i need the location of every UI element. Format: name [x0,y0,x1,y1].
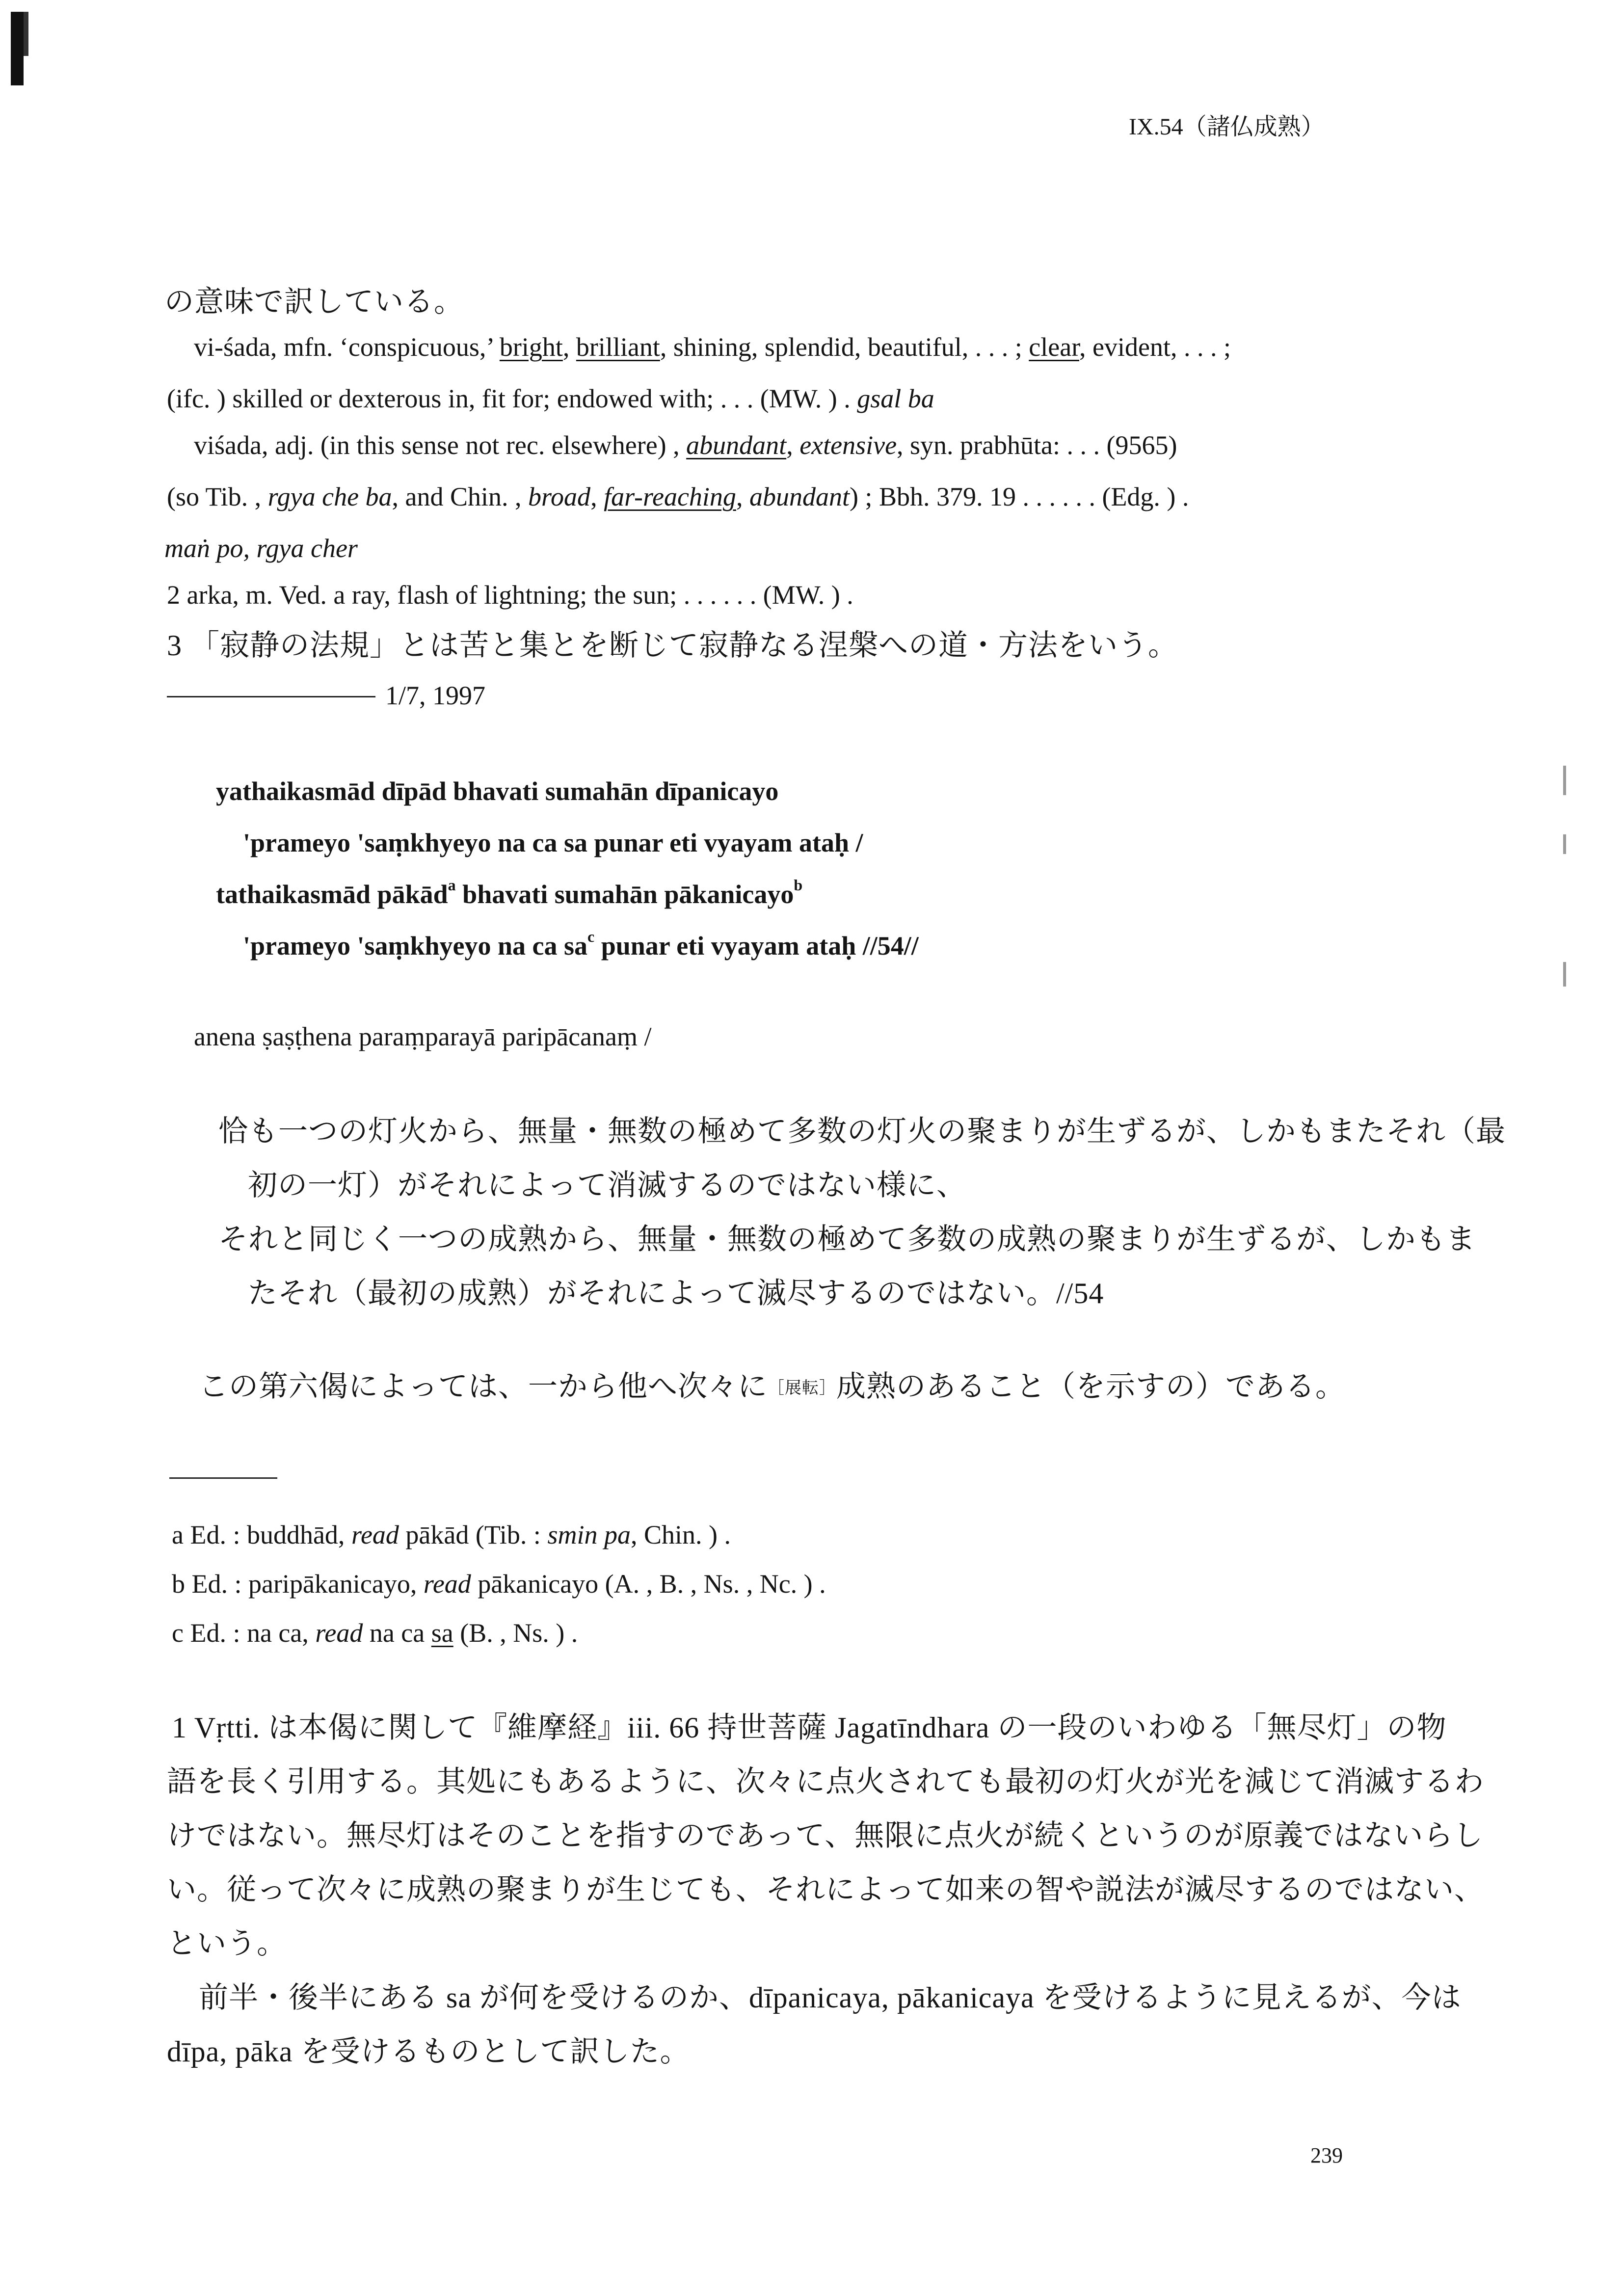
note-3: 3 「寂静の法規」とは苦と集とを断じて寂静なる涅槃への道・方法をいう。 [167,629,1178,662]
note-1-line-6: 前半・後半にある sa が何を受けるのか、dīpanicaya, pākanicaya を受けるように見えるが、今は [199,1981,1462,2014]
scan-speck [1563,962,1566,987]
running-header: IX.54（諸仏成熟） [1129,114,1325,140]
footnote-rule [169,1477,277,1479]
scan-speck [1563,834,1566,854]
note-1-line-3: けではない。無尽灯はそのことを指すのであって、無限に点火が続くというのが原義ではないらし [167,1819,1484,1852]
verse-line-4: 'prameyo 'saṃkhyeyo na ca $sa^c$ punar eti vyayam ataḥ //54// [243,928,919,961]
footnote-b: b Ed. : paripākanicayo, read pākanicayo (A. , B. , Ns. , Nc. ) . [172,1569,826,1599]
commentary-translation: この第六偈によっては、一から他へ次々に［展転］成熟のあること（を示すの）である。 [199,1370,1345,1403]
note-1-line-2: 語を長く引用する。其処にもあるように、次々に点火されても最初の灯火が光を減じて消滅するわ [167,1765,1484,1798]
edg-entry-line-2: (so Tib. , rgya che ba, and Chin. , broad, far-reaching, abundant) ; Bbh. 379. 19 . . . . . . (Edg. ) . [167,482,1189,511]
scan-mark [11,12,24,85]
edg-entry-line-3: maṅ po, rgya cher [164,534,358,563]
page-number: 239 [1310,2143,1343,2167]
note-1-line-7: dīpa, pāka を受けるものとして訳した。 [167,2035,690,2068]
note-1-line-5: という。 [167,1927,287,1960]
date-stamp: 1/7, 1997 [385,681,486,710]
scan-speck [1563,766,1566,795]
verse-line-3: tathaikasmād pākād$^a$ bhavati sumahān pākanicayo$^b$ [216,876,803,909]
translation-line-3: それと同じく一つの成熟から、無量・無数の極めて多数の成熟の聚まりが生ずるが、しかもま [218,1223,1476,1255]
date-rule [167,696,375,697]
translation-line-2: 初の一灯）がそれによって消滅するのではない様に、 [248,1169,966,1201]
note-1-line-4: い。従って次々に成熟の聚まりが生じても、それによって如来の智や説法が滅尽するのではない、 [167,1873,1484,1906]
note-2: 2 arka, m. Ved. a ray, flash of lightning; the sun; . . . . . . (MW. ) . [167,580,853,610]
edg-entry-line-1: viśada, adj. (in this sense not rec. elsewhere) , abundant, extensive, syn. prabhūta: . . . (9565) [194,430,1177,460]
footnote-a: a Ed. : buddhād, read pākād (Tib. : smin pa, Chin. ) . [172,1520,731,1549]
footnote-c: c Ed. : na ca, read na ca sa (B. , Ns. ) . [172,1618,578,1648]
translation-line-4: たそれ（最初の成熟）がそれによって滅尽するのではない。//54 [248,1277,1104,1309]
verse-line-1: yathaikasmād dīpād bhavati sumahān dīpanicayo [216,776,779,806]
translation-line-1: 恰も一つの灯火から、無量・無数の極めて多数の灯火の聚まりが生ずるが、しかもまたそれ（最 [218,1115,1506,1148]
mw-entry-line-2: (ifc. ) skilled or dexterous in, fit for; endowed with; . . . (MW. ) . gsal ba [167,384,934,413]
note-1-line-1: 1 Vṛtti. は本偈に関して『維摩経』iii. 66 持世菩薩 Jagatīndhara の一段のいわゆる「無尽灯」の物 [172,1711,1447,1744]
verse-line-2: 'prameyo 'saṃkhyeyo na ca sa punar eti vyayam ataḥ / [243,828,863,857]
note-intro: の意味で訳している。 [164,286,464,318]
mw-entry-line-1: vi-śada, mfn. ‘conspicuous,’ bright, brilliant, shining, splendid, beautiful, . . . ; clear, evident, . . . ; [194,332,1231,362]
scan-mark [24,12,28,56]
commentary-sanskrit: anena ṣaṣṭhena paraṃparayā paripācanaṃ / [194,1022,652,1051]
